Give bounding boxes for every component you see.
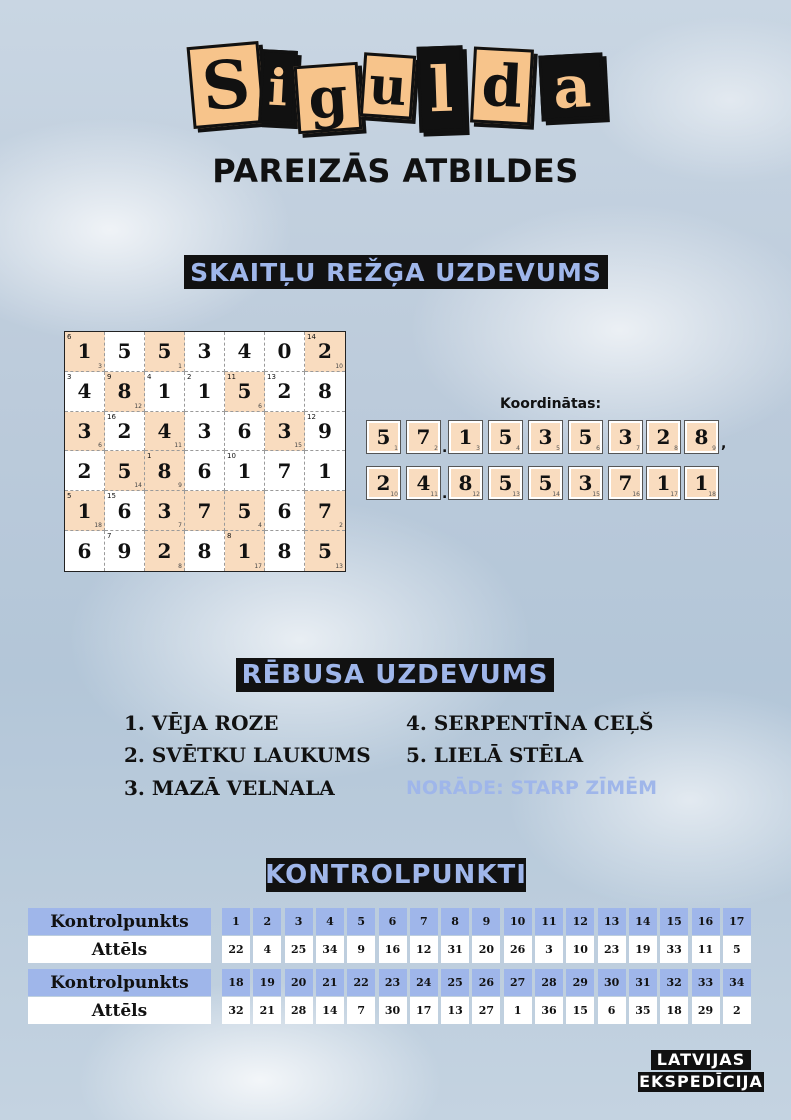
grid-cell-value: 8: [277, 539, 292, 564]
checkpoint-number: 11: [535, 908, 563, 935]
checkpoint-number: 29: [566, 969, 594, 996]
grid-cell-index: 17: [254, 562, 262, 570]
coordinate-digit-value: 2: [376, 471, 391, 495]
coordinate-digit-value: 8: [694, 425, 709, 449]
checkpoint-number: 12: [566, 908, 594, 935]
grid-cell-clue: 10: [227, 452, 236, 461]
grid-cell-value: 6: [277, 498, 292, 523]
logo-line: LATVIJAS: [651, 1050, 751, 1070]
section-title-rebus: RĒBUSA UZDEVUMS: [236, 658, 554, 692]
coordinate-digit-value: 1: [694, 471, 709, 495]
grid-cell-value: 7: [277, 458, 292, 483]
checkpoint-number: 6: [379, 908, 407, 935]
coordinate-digit-index: 11: [430, 491, 438, 498]
grid-cell-value: 0: [277, 339, 292, 364]
grid-cell-value: 2: [117, 419, 132, 444]
title-letter: l: [417, 45, 466, 133]
grid-cell-value: 1: [77, 498, 92, 523]
checkpoint-image-number: 34: [316, 936, 344, 963]
grid-cell-index: 15: [294, 442, 302, 450]
checkpoint-number: 2: [253, 908, 281, 935]
checkpoint-image-number: 11: [692, 936, 720, 963]
grid-cell: [65, 531, 105, 571]
checkpoint-image-number: 35: [629, 997, 657, 1024]
grid-cell: [65, 332, 105, 372]
checkpoint-image-number: 12: [410, 936, 438, 963]
grid-cell-clue: 16: [107, 412, 116, 421]
title-letter: i: [258, 49, 298, 125]
checkpoint-number: 16: [692, 908, 720, 935]
checkpoint-image-number: 14: [316, 997, 344, 1024]
coordinate-digit-value: 2: [656, 425, 671, 449]
grid-cell-value: 8: [117, 379, 132, 404]
grid-cell-clue: 12: [307, 412, 316, 421]
grid-cell-value: 3: [277, 419, 292, 444]
coordinate-digit: [684, 420, 719, 454]
grid-cell-index: 11: [174, 442, 182, 450]
grid-cell-index: 6: [258, 402, 262, 410]
grid-cell: [145, 531, 185, 571]
grid-cell: [305, 372, 345, 412]
grid-cell-clue: 7: [107, 532, 112, 541]
checkpoint-number: 14: [629, 908, 657, 935]
checkpoint-image-number: 18: [660, 997, 688, 1024]
coordinate-digit: [568, 420, 603, 454]
checkpoint-number: 1: [222, 908, 250, 935]
checkpoint-number: 33: [692, 969, 720, 996]
grid-cell: [105, 372, 145, 412]
grid-cell-value: 1: [197, 379, 212, 404]
grid-cell-clue: 15: [107, 492, 116, 501]
grid-cell-index: 18: [94, 522, 102, 530]
checkpoint-image-number: 32: [222, 997, 250, 1024]
grid-cell-value: 5: [318, 539, 332, 564]
grid-cell-index: 10: [335, 362, 343, 370]
coordinate-digit: [528, 466, 563, 500]
grid-cell-clue: 2: [187, 372, 192, 381]
rebus-answer: 5. LIELĀ STĒLA: [406, 743, 584, 767]
coordinate-digit-index: 9: [712, 445, 716, 452]
grid-cell-index: 14: [134, 482, 142, 490]
grid-cell-value: 3: [157, 498, 172, 523]
coordinate-digit-index: 8: [674, 445, 678, 452]
grid-cell: [305, 531, 345, 571]
coordinate-digit-value: 1: [656, 471, 671, 495]
grid-cell: [265, 372, 305, 412]
grid-cell-value: 6: [77, 539, 92, 564]
row-label-checkpoint: Kontrolpunkts: [28, 908, 211, 935]
coordinate-digit-index: 7: [636, 445, 640, 452]
coordinate-digit: [406, 466, 441, 500]
grid-cell: [105, 412, 145, 452]
grid-cell-value: 8: [197, 539, 212, 564]
grid-cell: [225, 531, 265, 571]
number-grid: [64, 331, 346, 572]
grid-cell-value: 1: [237, 458, 252, 483]
coordinate-digit-index: 15: [592, 491, 600, 498]
grid-cell-clue: 14: [307, 333, 316, 341]
checkpoint-image-number: 10: [566, 936, 594, 963]
title-letter: g: [294, 62, 363, 134]
grid-cell-clue: 8: [227, 532, 232, 541]
brand-logo: [638, 1050, 764, 1094]
checkpoint-number: 19: [253, 969, 281, 996]
grid-cell-value: 6: [237, 419, 252, 444]
coordinate-digit-index: 6: [596, 445, 600, 452]
checkpoint-image-number: 31: [441, 936, 469, 963]
grid-cell-index: 8: [178, 562, 182, 570]
coordinate-digit: [646, 466, 681, 500]
checkpoint-number: 22: [347, 969, 375, 996]
checkpoint-number: 26: [472, 969, 500, 996]
grid-cell-index: 9: [178, 482, 182, 490]
coordinate-digit-index: 4: [516, 445, 520, 452]
checkpoint-image-number: 2: [723, 997, 751, 1024]
checkpoint-image-number: 22: [222, 936, 250, 963]
rebus-hint: NORĀDE: STARP ZĪMĒM: [406, 777, 658, 799]
grid-cell: [305, 491, 345, 531]
checkpoint-image-number: 15: [566, 997, 594, 1024]
coordinate-digit: [528, 420, 563, 454]
checkpoint-number: 23: [379, 969, 407, 996]
grid-cell-value: 5: [117, 458, 132, 483]
checkpoint-number: 24: [410, 969, 438, 996]
coordinate-digit-index: 3: [476, 445, 480, 452]
checkpoint-image-number: 19: [629, 936, 657, 963]
checkpoint-image-number: 36: [535, 997, 563, 1024]
coordinate-digit-index: 16: [632, 491, 640, 498]
grid-cell-value: 3: [197, 339, 212, 364]
grid-cell-value: 5: [117, 339, 132, 364]
checkpoint-image-number: 29: [692, 997, 720, 1024]
coordinate-digit: [366, 466, 401, 500]
grid-cell-value: 2: [77, 458, 92, 483]
grid-cell-value: 6: [197, 458, 212, 483]
grid-cell: [105, 332, 145, 372]
checkpoint-image-number: 21: [253, 997, 281, 1024]
coordinate-digit: [448, 420, 483, 454]
checkpoint-image-number: 16: [379, 936, 407, 963]
grid-cell-index: 4: [258, 522, 262, 530]
coordinate-digit-value: 1: [458, 425, 473, 449]
grid-cell-index: 1: [178, 362, 182, 370]
checkpoint-number: 27: [504, 969, 532, 996]
grid-cell: [225, 491, 265, 531]
coordinate-digit: [646, 420, 681, 454]
checkpoint-number: 28: [535, 969, 563, 996]
grid-cell: [305, 451, 345, 491]
grid-cell-clue: 5: [67, 492, 72, 501]
coordinate-digit-value: 5: [498, 471, 513, 495]
coordinate-digit: [684, 466, 719, 500]
checkpoint-number: 21: [316, 969, 344, 996]
grid-cell: [225, 412, 265, 452]
grid-cell-value: 2: [157, 539, 172, 564]
coordinate-digit: [406, 420, 441, 454]
grid-cell-value: 5: [157, 339, 172, 364]
checkpoint-number: 5: [347, 908, 375, 935]
grid-cell-value: 3: [77, 419, 92, 444]
grid-cell-value: 5: [237, 498, 252, 523]
checkpoint-image-number: 28: [285, 997, 313, 1024]
grid-cell: [145, 372, 185, 412]
checkpoint-image-number: 20: [472, 936, 500, 963]
coordinate-digit-value: 5: [498, 425, 513, 449]
coordinate-digit-index: 14: [552, 491, 560, 498]
checkpoint-number: 20: [285, 969, 313, 996]
grid-cell: [305, 332, 345, 372]
checkpoint-image-number: 13: [441, 997, 469, 1024]
checkpoint-image-number: 27: [472, 997, 500, 1024]
checkpoint-image-number: 33: [660, 936, 688, 963]
checkpoint-number: 3: [285, 908, 313, 935]
section-title-checkpoints: KONTROLPUNKTI: [265, 860, 527, 890]
checkpoint-number: 31: [629, 969, 657, 996]
grid-cell-value: 5: [237, 379, 252, 404]
coordinate-digit: [448, 466, 483, 500]
grid-cell: [265, 412, 305, 452]
grid-cell-value: 6: [117, 498, 132, 523]
grid-cell: [105, 531, 145, 571]
coordinate-decimal-point: .: [442, 486, 448, 502]
coordinate-digit-value: 5: [376, 425, 391, 449]
checkpoint-number: 7: [410, 908, 438, 935]
checkpoint-number: 32: [660, 969, 688, 996]
grid-cell-index: 7: [178, 522, 182, 530]
grid-cell: [65, 451, 105, 491]
grid-cell-value: 1: [237, 539, 252, 564]
grid-cell: [65, 372, 105, 412]
grid-cell-value: 9: [318, 419, 332, 444]
checkpoint-number: 30: [598, 969, 626, 996]
grid-cell-clue: 3: [67, 372, 72, 381]
rebus-answer: 4. SERPENTĪNA CEĻŠ: [406, 711, 654, 735]
grid-cell-value: 2: [277, 379, 292, 404]
grid-cell-index: 2: [339, 522, 343, 530]
grid-cell-index: 12: [134, 402, 142, 410]
checkpoint-image-number: 30: [379, 997, 407, 1024]
coordinate-digit-index: 12: [472, 491, 480, 498]
grid-cell-value: 9: [117, 539, 132, 564]
coordinate-digit-index: 5: [556, 445, 560, 452]
grid-cell: [185, 451, 225, 491]
grid-cell: [185, 531, 225, 571]
checkpoint-number: 25: [441, 969, 469, 996]
grid-cell: [265, 491, 305, 531]
title-letter: d: [470, 46, 534, 125]
grid-cell-value: 7: [318, 498, 332, 523]
grid-cell-value: 8: [157, 458, 172, 483]
coordinate-digit: [366, 420, 401, 454]
coordinate-digit-index: 1: [394, 445, 398, 452]
grid-cell: [105, 491, 145, 531]
grid-cell-clue: 6: [67, 333, 72, 341]
coordinates-label: Koordinātas:: [500, 396, 602, 412]
coordinate-digit: [488, 466, 523, 500]
coordinate-digit-index: 2: [434, 445, 438, 452]
coordinate-decimal-point: .: [442, 440, 448, 456]
coordinate-digit-value: 7: [618, 471, 633, 495]
grid-cell-value: 1: [318, 458, 332, 483]
grid-cell: [185, 372, 225, 412]
grid-cell-value: 7: [197, 498, 212, 523]
rebus-answer: 3. MAZĀ VELNALA: [124, 776, 335, 800]
coordinate-digit: [608, 420, 643, 454]
grid-cell-clue: 9: [107, 372, 112, 381]
grid-cell: [145, 332, 185, 372]
coordinate-digit: [608, 466, 643, 500]
checkpoint-image-number: 23: [598, 936, 626, 963]
checkpoint-number: 18: [222, 969, 250, 996]
checkpoint-number: 17: [723, 908, 751, 935]
title-letter: u: [360, 52, 416, 119]
coordinate-digit-value: 5: [538, 471, 553, 495]
coordinate-digit-value: 3: [618, 425, 633, 449]
grid-cell: [225, 372, 265, 412]
grid-cell: [185, 491, 225, 531]
checkpoint-image-number: 7: [347, 997, 375, 1024]
checkpoint-image-number: 5: [723, 936, 751, 963]
coordinate-digit-value: 3: [578, 471, 593, 495]
grid-cell-value: 3: [197, 419, 212, 444]
coordinate-digit-index: 13: [512, 491, 520, 498]
checkpoint-number: 4: [316, 908, 344, 935]
rebus-answer: 2. SVĒTKU LAUKUMS: [124, 743, 371, 767]
coordinate-separator: ,: [721, 436, 727, 452]
grid-cell-clue: 13: [267, 372, 276, 381]
section-title-grid: SKAITĻU REŽĢA UZDEVUMS: [184, 255, 608, 289]
coordinate-digit-value: 3: [538, 425, 553, 449]
grid-cell-value: 2: [318, 339, 332, 364]
checkpoint-image-number: 25: [285, 936, 313, 963]
coordinate-digit: [488, 420, 523, 454]
grid-cell-index: 3: [98, 362, 102, 370]
checkpoint-number: 9: [472, 908, 500, 935]
checkpoint-number: 10: [504, 908, 532, 935]
grid-cell-value: 1: [77, 339, 92, 364]
grid-cell: [225, 451, 265, 491]
coordinate-digit-index: 10: [390, 491, 398, 498]
coordinate-digit-value: 4: [416, 471, 431, 495]
checkpoint-number: 8: [441, 908, 469, 935]
grid-cell: [265, 531, 305, 571]
grid-cell-value: 8: [318, 379, 332, 404]
coordinate-digit: [568, 466, 603, 500]
grid-cell: [145, 491, 185, 531]
checkpoint-number: 15: [660, 908, 688, 935]
row-label-image: Attēls: [28, 936, 211, 963]
grid-cell: [265, 451, 305, 491]
grid-cell-value: 1: [157, 379, 172, 404]
grid-cell-index: 13: [335, 562, 343, 570]
grid-cell: [225, 332, 265, 372]
grid-cell: [65, 412, 105, 452]
checkpoint-image-number: 9: [347, 936, 375, 963]
checkpoint-image-number: 1: [504, 997, 532, 1024]
title-letter: a: [538, 52, 605, 121]
grid-cell: [65, 491, 105, 531]
grid-cell: [105, 451, 145, 491]
grid-cell: [265, 332, 305, 372]
logo-line: EKSPEDĪCIJA: [639, 1072, 763, 1091]
title-logo: [0, 38, 791, 138]
coordinate-digit-value: 7: [416, 425, 431, 449]
grid-cell: [145, 451, 185, 491]
title-letter: S: [187, 41, 266, 129]
checkpoint-image-number: 26: [504, 936, 532, 963]
grid-cell-clue: 4: [147, 372, 152, 381]
grid-cell-index: 6: [98, 442, 102, 450]
coordinate-digit-index: 17: [670, 491, 678, 498]
checkpoint-number: 34: [723, 969, 751, 996]
grid-cell: [185, 332, 225, 372]
checkpoint-image-number: 6: [598, 997, 626, 1024]
page-subtitle: PAREIZĀS ATBILDES: [212, 152, 579, 190]
grid-cell-clue: 1: [147, 452, 152, 461]
checkpoint-number: 13: [598, 908, 626, 935]
coordinate-digit-value: 8: [458, 471, 473, 495]
checkpoint-image-number: 3: [535, 936, 563, 963]
checkpoint-image-number: 4: [253, 936, 281, 963]
row-label-checkpoint: Kontrolpunkts: [28, 969, 211, 996]
grid-cell-clue: 11: [227, 372, 236, 381]
grid-cell-value: 4: [237, 339, 252, 364]
coordinate-digit-index: 18: [708, 491, 716, 498]
row-label-image: Attēls: [28, 997, 211, 1024]
rebus-answer: 1. VĒJA ROZE: [124, 711, 279, 735]
grid-cell-value: 4: [157, 419, 172, 444]
checkpoint-image-number: 17: [410, 997, 438, 1024]
grid-cell: [185, 412, 225, 452]
grid-cell: [305, 412, 345, 452]
coordinate-digit-value: 5: [578, 425, 593, 449]
grid-cell-value: 4: [77, 379, 92, 404]
grid-cell: [145, 412, 185, 452]
